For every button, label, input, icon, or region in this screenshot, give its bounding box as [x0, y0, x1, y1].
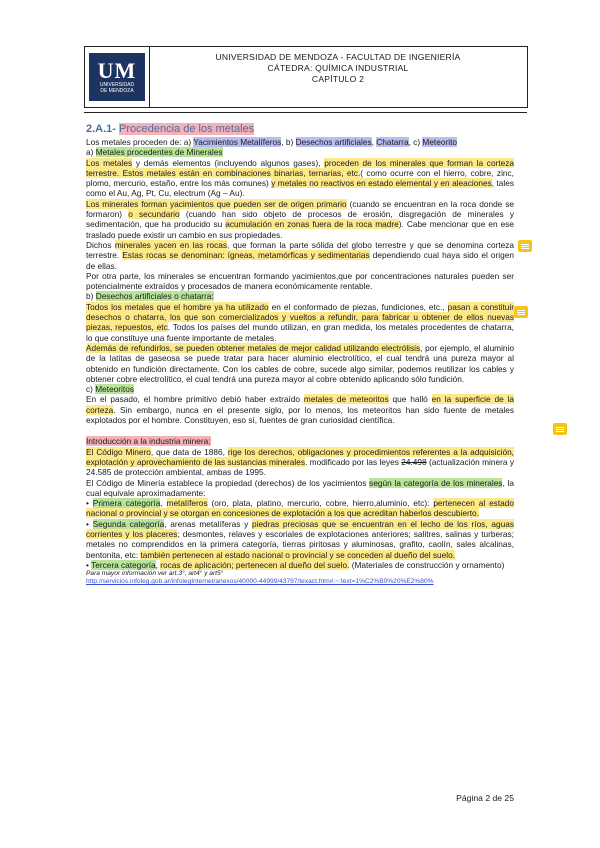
- text-span: pasan a constituir desechos o chatarra, los que son comercializados y vueltos a refundir, para fabricar u obtener de ellos nuevas piezas, repuestos, etc: [86, 301, 515, 333]
- intro-paragraph: [86, 137, 514, 147]
- page-number: Página 2 de 25: [456, 793, 514, 803]
- text-span: •: [86, 498, 93, 509]
- subheading-text: Desechos artificiales o chatarra:: [95, 291, 214, 302]
- paragraph: [86, 158, 514, 199]
- intro-desechos: Desechos artificiales: [295, 137, 372, 147]
- text-span: metales de meteoritos: [303, 394, 389, 405]
- comment-icon[interactable]: [553, 423, 567, 435]
- intro-text: , b): [281, 137, 294, 147]
- reference-note: Para mayor información ver art.3°, art4° y art5°: [86, 570, 224, 578]
- document-header: [84, 46, 528, 108]
- text-span: , la cual equivale aproximadamente:: [86, 477, 514, 498]
- spacer: [86, 425, 514, 436]
- text-span: piedras preciosas que se encuentran en el lecho de los ríos, aguas corrientes y los placeres: [86, 518, 514, 539]
- logo-subtitle-2: DE MENDOZA: [100, 88, 134, 94]
- section-heading: [86, 122, 514, 136]
- text-span: , que forman la parte sólida del globo terrestre y que se denomina corteza terrestre.: [86, 239, 515, 261]
- subheading-text: Introducción a la industria minera:: [86, 436, 211, 447]
- text-span: . Todos los países del mundo utilizan, en gran medida, los metales procedentes de chatarra, lo que constituye una fuente importante de metales.: [86, 322, 514, 343]
- text-span: •: [86, 518, 93, 529]
- intro-text: ,: [371, 137, 374, 147]
- text-span: en la superficie de la corteza: [86, 394, 515, 415]
- subheading-b: [86, 291, 514, 301]
- text-span: En el pasado, el hombre primitivo debió haber extraído: [86, 394, 304, 405]
- logo-text: UM: [97, 58, 137, 83]
- university-logo: [89, 53, 145, 101]
- header-catedra: CÁTEDRA: QUÍMICA INDUSTRIAL: [267, 63, 409, 73]
- paragraph: [86, 498, 514, 519]
- text-span: El Código Minero: [86, 446, 151, 457]
- text-span: . modificado por las leyes: [305, 456, 402, 467]
- paragraph: [86, 240, 514, 271]
- subheading-a: [86, 147, 514, 157]
- mineria-heading: [86, 436, 514, 446]
- text-span: Los minerales forman yacimientos que pueden ser de origen primario: [86, 198, 347, 209]
- paragraph: [86, 560, 514, 570]
- text-span: Además de refundirlos, se pueden obtener metales de mejor calidad utilizando electrólisis: [86, 342, 421, 353]
- text-span: que halló: [388, 394, 432, 405]
- text-span: Los metales: [86, 157, 133, 168]
- section-title: Procedencia de los metales: [119, 123, 255, 135]
- subheading-c: [86, 384, 514, 394]
- text-span: (cuando se encuentran en la roca donde se formaron): [86, 198, 514, 220]
- paragraph: [86, 478, 514, 499]
- comment-icon[interactable]: [518, 240, 532, 252]
- text-span: (Materiales de construcción y ornamento): [349, 559, 505, 570]
- text-span: Segunda categoría: [92, 518, 165, 529]
- text-span: 24.498: [401, 456, 427, 467]
- paragraph: [86, 199, 514, 240]
- header-divider: [84, 112, 527, 113]
- intro-meteorito: Meteorito: [422, 137, 457, 147]
- text-span: (cuando han sido objeto de procesos de erosión, disgregación de minerales y sedimentación, que ha producido su: [86, 209, 514, 230]
- section-number: 2.A.1-: [86, 123, 116, 135]
- text-span: Tercera categoría: [91, 559, 156, 570]
- text-span: . Sin embargo, nunca en el presente siglo, por lo menos, los meteoritos han sido fuente de metales explotados por el hombre. Constituyen, eso sí, fuentes de gran curiosidad científica.: [86, 404, 514, 426]
- text-span: , tales como el Au, Ag, Pt, Cu, electrum (Ag – Au).: [86, 178, 514, 199]
- subheading-label: b): [86, 291, 94, 302]
- text-span: •: [86, 559, 92, 570]
- subheading-label: c): [86, 384, 93, 395]
- text-span: y demás elementos (incluyendo algunos gases),: [132, 157, 325, 168]
- paragraph: [86, 447, 514, 478]
- text-span: , arenas metalíferas y: [164, 518, 252, 529]
- text-span: acumulación en zonas fuera de la roca madre: [225, 219, 399, 230]
- subheading-label: a): [86, 147, 94, 158]
- text-span: según la categoría de los minerales: [369, 477, 503, 488]
- intro-yacimientos: Yacimientos Metalíferos: [193, 137, 282, 147]
- intro-text: Los metales proceden de: a): [86, 137, 192, 147]
- comment-icon[interactable]: [514, 306, 528, 318]
- paragraph: Por otra parte, los minerales se encuentran formando yacimientos,que por concentraciones naturales pueden ser potencialmente extraídos y procesados de manera económicamente rentable.: [86, 270, 514, 292]
- text-span: o secundario: [128, 209, 180, 220]
- text-span: minerales yacen en las rocas: [114, 239, 228, 250]
- text-span: rocas de aplicación; pertenecen al dueño del suelo.: [160, 559, 350, 570]
- text-span: (oro, plata, platino, mercurio, cobre, hierro,aluminio, etc):: [207, 498, 434, 509]
- paragraph: [86, 343, 514, 384]
- subheading-text: Metales procedentes de Minerales: [95, 147, 223, 158]
- text-span: Primera categoría: [92, 498, 161, 509]
- text-span: ,: [155, 559, 161, 570]
- intro-chatarra: Chatarra: [376, 137, 409, 147]
- text-span: Todos los metales que el hombre ya ha utilizado: [86, 301, 269, 312]
- text-span: (actualización minera y 24.585 de protección ambiental, ambas de 1995.: [86, 456, 514, 478]
- text-span: y metales no reactivos en estado elemental y en aleaciones: [271, 178, 492, 189]
- text-span: rige los derechos, obligaciones y procedimientos referentes a la adquisición, explotación y aprovechamiento de las sustancias minerales: [86, 446, 514, 467]
- paragraph: [86, 519, 514, 560]
- text-span: pertenecen al estado nacional o provincial y se otorgan en concesiones de explotación a los que acreditan haberlos descubierto.: [86, 498, 514, 519]
- header-university: UNIVERSIDAD DE MENDOZA - FACULTAD DE INGENIERÍA: [215, 52, 461, 62]
- header-capitulo: CAPÍTULO 2: [311, 74, 365, 84]
- text-span: ( como ocurre con el hierro, cobre, zinc, plomo, mercurio, estaño, entre los más comunes): [86, 167, 514, 189]
- text-span: ,: [160, 498, 167, 509]
- paragraph: [86, 394, 514, 425]
- text-span: en el conformado de piezas, fundiciones, etc.,: [268, 301, 448, 312]
- text-span: , por ejemplo, el aluminio de la latitas de gaseosa se puede tratar para hacer aluminio electrolítico, el cual tendrá una pureza mayor al obtenido en fundición directamente. Con los cables de cobre, sucede algo similar, podemos reutilizar los cables y obtener cobre electrolítico, el cual tendrá una pureza mayor al cobre obtenido aplicando sólo fundición.: [86, 342, 515, 384]
- text-span: , que data de 1886,: [150, 446, 228, 457]
- text-span: El Código de Minería establece la propiedad (derechos) de los yacimientos: [86, 477, 370, 488]
- text-span: proceden de los minerales que forman la corteza terrestre. Estos metales están en combinaciones binarias, ternarias, etc.: [86, 157, 515, 178]
- paragraph: [86, 302, 514, 343]
- text-span: Dichos: [86, 239, 115, 250]
- subheading-text: Meteoritos: [95, 384, 134, 395]
- text-span: ). Cabe mencionar que en ese traslado puede existir un cambio en sus propiedades.: [86, 219, 515, 240]
- text-span: Estas rocas se denominan: ígneas, metamórficas y sedimentarias: [122, 250, 370, 261]
- text-span: metalíferos: [166, 498, 208, 509]
- document-body: [86, 122, 514, 586]
- text-span: dependiendo cual haya sido el origen de ellas.: [86, 250, 514, 271]
- logo-subtitle-1: UNIVERSIDAD: [99, 82, 135, 88]
- text-span: ; desmontes, relaves y escoriales de explotaciones anteriores; salitres, salinas y turberas; metales no comprendidos en la primera categoría, tierras piritosas y aluminosas, grafito, caolín, sales alcalinas, bentonita, etc:: [86, 528, 514, 560]
- text-span: también pertenecen al estado nacional o provincial y se conceden al dueño del suelo.: [140, 549, 456, 560]
- logo-cell: [85, 47, 150, 107]
- intro-text: , c): [408, 137, 421, 147]
- header-text: [149, 47, 527, 112]
- reference-link[interactable]: http://servicios.infoleg.gob.ar/infolegInternet/anexos/40000-44999/43797/texact.htm#:~:text=1%C2%B0%20%E2%80%: [86, 578, 434, 586]
